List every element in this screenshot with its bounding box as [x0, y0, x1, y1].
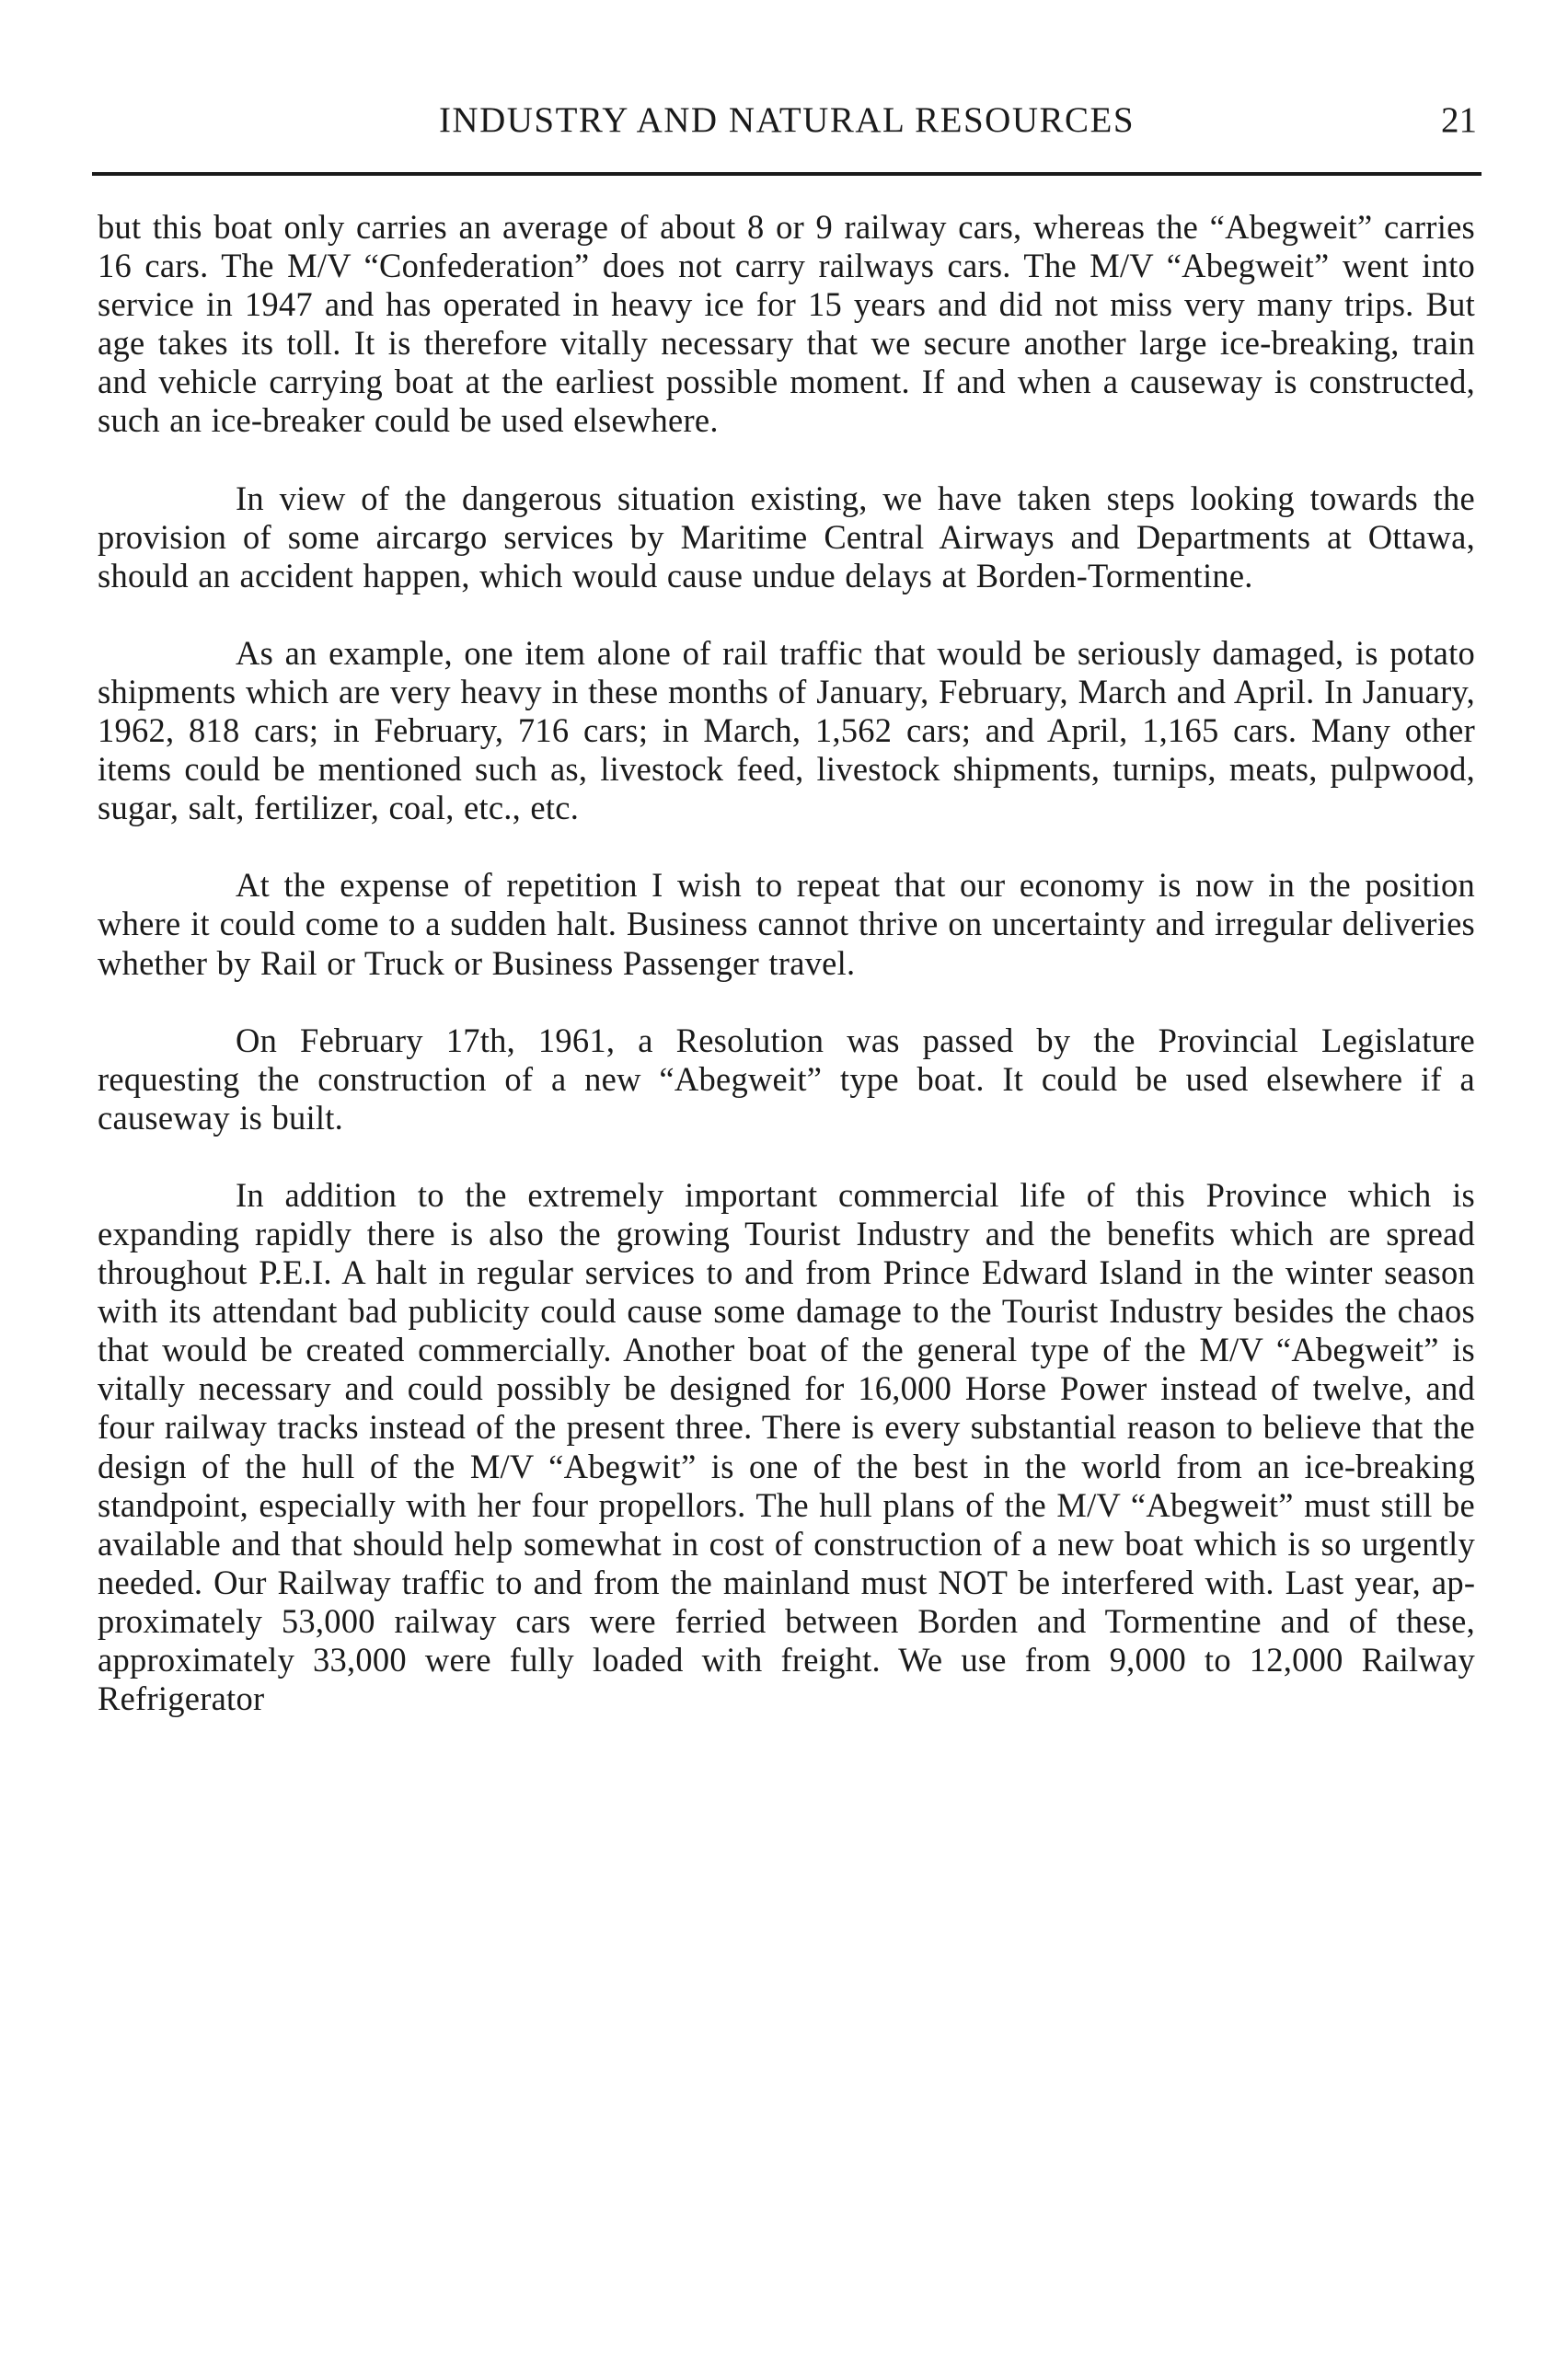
- running-head: INDUSTRY AND NATURAL RESOURCES: [438, 100, 1136, 140]
- paragraph-tourist-industry: In addition to the extremely important commercial life of this Province which is expanding rapidly there is also the growing Tourist Industry and the benefits which are spread throughout P.E.I. A halt in regular services to and from Prince Edward Island in the winter season with its attendant bad publicity could cause some damage to the Tourist Industry besides the chaos that would be created commercially. Another boat of the general type of the M/V “Abegweit” is vitally necessary and could possibly be designed for 16,000 Horse Power instead of twelve, and four railway tracks instead of the present three. There is every substantial reason to believe that the design of the hull of the M/V “Abegwit” is one of the best in the world from an ice-breaking standpoint, especially with her four propellors. The hull plans of the M/V “Abegweit” must still be available and that should help somewhat in cost of construction of a new boat which is so urgently needed. Our Railway traffic to and from the mainland must NOT be interfered with. Last year, approximately 53,000 railway cars were ferried between Borden and Tormentine and of these, approximately 33,000 were fully loaded with freight. We use from 9,000 to 12,000 Railway Refrigerator: [98, 1175, 1475, 1718]
- paragraph-aircargo: In view of the dangerous situation existing, we have taken steps looking towards the provision of some aircargo services by Maritime Central Airways and Departments at Ottawa, should an accident happen, which would cause undue delays at Borden-Tormentine.: [98, 479, 1475, 594]
- body-text: [98, 208, 1475, 1718]
- paragraph-resolution: On February 17th, 1961, a Resolution was passed by the Provincial Legislature requesting the construction of a new “Abegweit” type boat. It could be used elsewhere if a causeway is built.: [98, 1021, 1475, 1137]
- paragraph-continued: but this boat only carries an average of about 8 or 9 railway cars, whereas the “Abegweit” carries 16 cars. The M/V “Confederation” does not carry railways cars. The M/V “Abegweit” went into service in 1947 and has operated in heavy ice for 15 years and did not miss very many trips. But age takes its toll. It is therefore vitally necessary that we secure another large ice-breaking, train and vehicle carrying boat at the earliest possible moment. If and when a causeway is constructed, such an ice-breaker could be used elsewhere.: [98, 208, 1475, 440]
- page-number: 21: [1441, 100, 1477, 140]
- paragraph-economy: At the expense of repetition I wish to repeat that our economy is now in the position where it could come to a sudden halt. Business cannot thrive on uncertainty and irregular deliveries whether by Rail or Truck or Business Passenger travel.: [98, 866, 1475, 982]
- header-rule: [92, 172, 1482, 176]
- paragraph-potato-shipments: As an example, one item alone of rail traffic that would be seriously damaged, is potato shipments which are very heavy in these months of January, February, March and April. In January, 1962, 818 cars; in February, 716 cars; in March, 1,562 cars; and April, 1,165 cars. Many other items could be mentioned such as, livestock feed, livestock shipments, turnips, meats, pulpwood, sugar, salt, fertilizer, coal, etc., etc.: [98, 633, 1475, 827]
- page-header: [97, 92, 1477, 156]
